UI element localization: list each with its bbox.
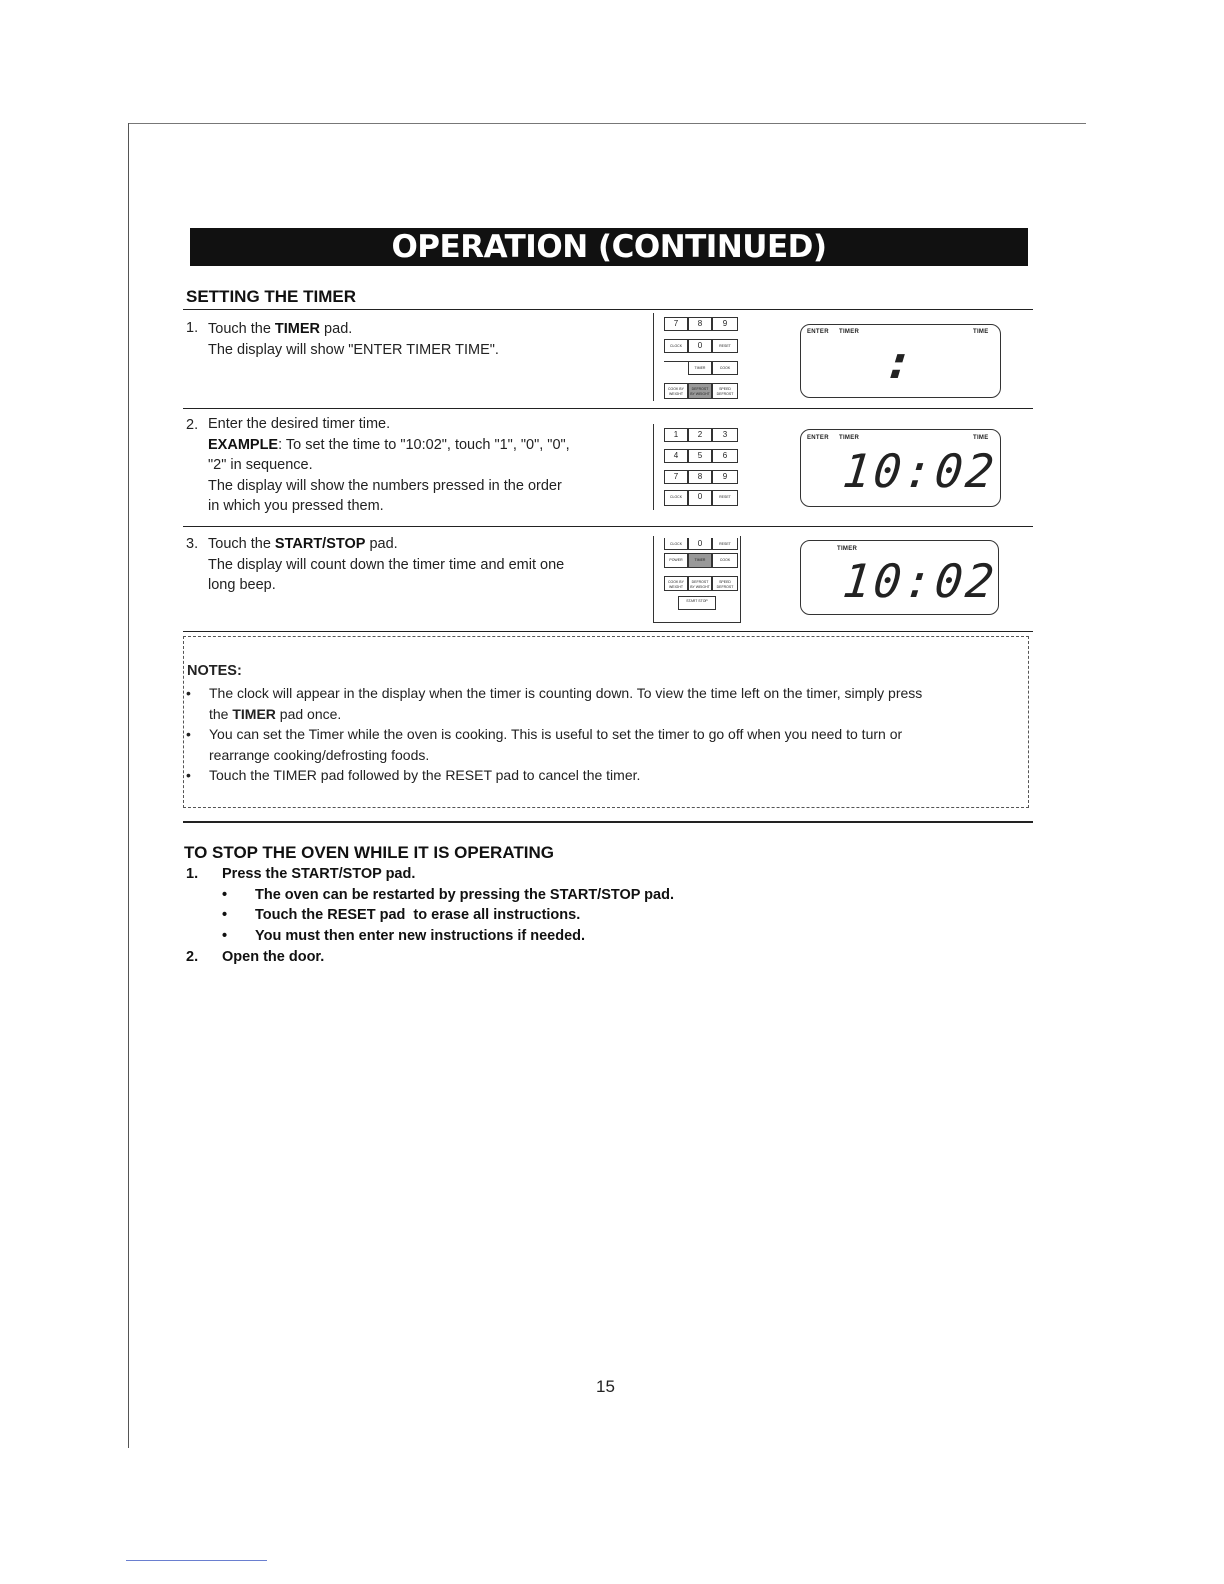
display-label: TIME [973, 435, 989, 441]
keypad-key [664, 361, 688, 375]
page-footer-blue-line [126, 1560, 267, 1561]
bullet-icon: • [186, 767, 191, 783]
note-item: • Touch the TIMER pad followed by the RESET pad to cancel the timer. [186, 765, 1026, 786]
step-line: Touch the START/STOP pad. [208, 536, 398, 552]
bullet-icon: • [186, 685, 191, 701]
divider [183, 526, 1033, 527]
display-label: TIMER [839, 435, 860, 441]
page-frame-top-line [128, 123, 1086, 124]
step-line: Enter the desired timer time. [208, 416, 391, 432]
step-line: "2" in sequence. [208, 457, 313, 473]
display-time: 10:02 [840, 444, 1000, 498]
keypad-key: COOK [712, 553, 738, 568]
keypad-key: DEFROST BY WEIGHT [688, 383, 712, 399]
stop-bullet: • The oven can be restarted by pressing the START/STOP pad. [222, 887, 674, 903]
step-line: Touch the TIMER pad. [208, 321, 353, 337]
page-title: OPERATION (CONTINUED) [190, 228, 1028, 266]
display-label: TIMER [839, 329, 860, 335]
bullet-icon: • [222, 907, 228, 923]
keypad-key: 0 [688, 490, 712, 506]
keypad-key: 6 [712, 449, 738, 463]
divider [183, 631, 1033, 632]
stop-step-text: Open the door. [222, 949, 325, 965]
keypad-key: COOK BY WEIGHT [664, 383, 688, 399]
lcd-display-1 [800, 324, 1001, 398]
keypad-illustration-3 [653, 536, 741, 623]
bullet-icon: • [186, 726, 191, 742]
keypad-key: COOK BY WEIGHT [664, 576, 688, 591]
keypad-key: POWER [664, 553, 688, 568]
divider [183, 309, 1033, 310]
step-number: 2. [186, 417, 199, 433]
note-item: • The clock will appear in the display when the timer is counting down. To view the time left on the timer, simply press the TIMER pad once. [186, 685, 923, 722]
keypad-key: 9 [712, 317, 738, 331]
display-label: ENTER [807, 329, 829, 335]
display-time: 10:02 [840, 554, 1000, 608]
keypad-key: 7 [664, 317, 688, 331]
page-number: 15 [596, 1377, 615, 1396]
display-time: : [882, 335, 919, 389]
step-number: 1. [186, 320, 199, 336]
keypad-key: 2 [688, 428, 712, 442]
step-2-text [208, 414, 648, 517]
keypad-key: 0 [688, 339, 712, 353]
keypad-key: RESET [712, 538, 738, 550]
step-1-text [208, 319, 638, 360]
step-number: 3. [186, 536, 199, 552]
step-line: The display will show the numbers pressed in the order [208, 477, 562, 494]
step-3-text [208, 534, 648, 596]
keypad-key: DEFROST BY WEIGHT [688, 576, 712, 591]
timer-section-heading: SETTING THE TIMER [186, 287, 356, 306]
stop-bullet: • Touch the RESET pad to erase all instructions. [222, 907, 581, 923]
bullet-icon: • [222, 887, 228, 903]
keypad-key: 8 [688, 317, 712, 331]
stop-step-number: 1. [186, 866, 199, 882]
display-label: ENTER [807, 435, 829, 441]
note-item: • You can set the Timer while the oven is cooking. This is useful to set the timer to go off when you need to turn or rearrange cooking/defrosting foods. [186, 726, 903, 763]
divider [183, 408, 1033, 409]
keypad-key: 8 [688, 470, 712, 484]
keypad-key: TIMER [688, 361, 712, 375]
keypad-key: COOK [712, 361, 738, 375]
lcd-display-3 [800, 540, 999, 615]
step-line: The display will show "ENTER TIMER TIME". [208, 341, 499, 358]
keypad-key: 5 [688, 449, 712, 463]
step-line: in which you pressed them. [208, 498, 384, 514]
keypad-key: 0 [688, 538, 712, 550]
page-frame-left-line [128, 123, 129, 1448]
display-label: TIMER [837, 546, 858, 552]
lcd-display-2 [800, 429, 1001, 507]
keypad-key: 1 [664, 428, 688, 442]
keypad-key: TIMER [688, 553, 712, 568]
keypad-key: SPEED DEFROST [712, 383, 738, 399]
stop-step-number: 2. [186, 949, 199, 965]
step-line: EXAMPLE: To set the time to "10:02", touch "1", "0", "0", [208, 436, 570, 453]
stop-step-text: Press the START/STOP pad. [222, 866, 416, 882]
keypad-key: RESET [712, 490, 738, 506]
divider [183, 821, 1033, 823]
start-stop-key: START STOP [678, 596, 716, 610]
bullet-icon: • [222, 928, 228, 944]
keypad-key: CLOCK [664, 490, 688, 506]
notes-title: NOTES: [187, 663, 242, 679]
keypad-key: CLOCK [664, 339, 688, 353]
keypad-key: CLOCK [664, 538, 688, 550]
keypad-key: 3 [712, 428, 738, 442]
keypad-key: 7 [664, 470, 688, 484]
keypad-key: 4 [664, 449, 688, 463]
stop-bullet: • You must then enter new instructions if needed. [222, 928, 586, 944]
keypad-illustration-2 [653, 424, 740, 510]
step-line: The display will count down the timer time and emit one [208, 556, 565, 573]
keypad-key: RESET [712, 339, 738, 353]
keypad-illustration-1 [653, 313, 740, 401]
step-line: long beep. [208, 577, 276, 593]
keypad-key: 9 [712, 470, 738, 484]
display-label: TIME [973, 329, 989, 335]
keypad-key: SPEED DEFROST [712, 576, 738, 591]
stop-section-heading: TO STOP THE OVEN WHILE IT IS OPERATING [184, 843, 554, 862]
